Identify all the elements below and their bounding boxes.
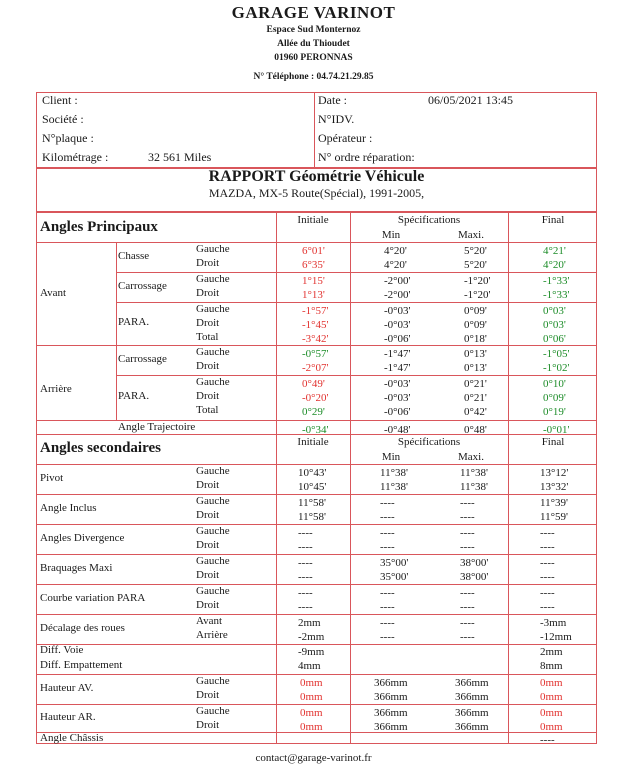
secondary-label: Décalage des roues (40, 622, 125, 634)
group-label: Carrossage (118, 280, 167, 292)
min-value: ---- (380, 527, 395, 539)
final-value: ---- (540, 541, 555, 553)
final-value: 11°59' (540, 511, 568, 523)
final-value: 0°03' (543, 319, 566, 331)
side-label: Droit (196, 360, 220, 372)
side-label: Gauche (196, 273, 230, 285)
min-value: 11°38' (380, 481, 408, 493)
side-label: Gauche (196, 346, 230, 358)
diff-voie-initial: -9mm (298, 646, 325, 658)
initial-value: -1°57' (302, 305, 329, 317)
side-label: Gauche (196, 303, 230, 315)
final-value: -1°33' (543, 275, 570, 287)
final-value: 0°10' (543, 378, 566, 390)
max-value: 38°00' (460, 557, 489, 569)
final-value: 0°06' (543, 333, 566, 345)
min-value: -0°03' (384, 305, 411, 317)
initial-value: 11°58' (298, 511, 326, 523)
side-label: Droit (196, 257, 220, 269)
date-label: Date : (318, 93, 347, 107)
max-value: 0°21' (464, 378, 487, 390)
side-label: Gauche (196, 555, 230, 567)
km-value: 32 561 Miles (148, 150, 212, 164)
diff-empattement-final: 8mm (540, 660, 563, 672)
initial-value: -2°07' (302, 362, 329, 374)
col-divider-initial (276, 212, 277, 744)
max-value: 5°20' (464, 259, 487, 271)
side-label: Total (196, 404, 219, 416)
side-label: Total (196, 331, 219, 343)
max-value: 5°20' (464, 245, 487, 257)
initial-value: ---- (298, 527, 313, 539)
initial-value: 10°43' (298, 467, 327, 479)
initial-value: -3°42' (302, 333, 329, 345)
min-value: ---- (380, 497, 395, 509)
initial-value: -1°45' (302, 319, 329, 331)
hauteur-ar-min-1: 366mm (374, 707, 408, 719)
hauteur-ar-initial-1: 0mm (300, 707, 323, 719)
side-label: Droit (196, 599, 220, 611)
final-value: -1°05' (543, 348, 570, 360)
final-value: 0°09' (543, 392, 566, 404)
initial-value: 6°01' (302, 245, 325, 257)
initial-value: -0°34' (302, 424, 329, 436)
hauteur-ar-label: Hauteur AR. (40, 711, 96, 723)
final-value: 4°20' (543, 259, 566, 271)
min-value: -1°47' (384, 362, 411, 374)
side-label: Gauche (196, 585, 230, 597)
hauteur-av-max-1: 366mm (455, 677, 489, 689)
final-value: -3mm (540, 617, 567, 629)
hauteur-ar-min-2: 366mm (374, 721, 408, 733)
plaque-label: N°plaque : (42, 131, 94, 145)
max-value: -1°20' (464, 289, 491, 301)
final-value: ---- (540, 587, 555, 599)
col-maxi: Maxi. (458, 229, 484, 241)
max-value: -1°20' (464, 275, 491, 287)
initial-value: -0°57' (302, 348, 329, 360)
final-value: 4°21' (543, 245, 566, 257)
hauteur-ar-final-2: 0mm (540, 721, 563, 733)
hauteur-av-final-1: 0mm (540, 677, 563, 689)
side-label: Gauche (196, 465, 230, 477)
col-initiale-secondary: Initiale (297, 436, 329, 448)
final-value: 13°12' (540, 467, 569, 479)
idv-label: N°IDV. (318, 112, 355, 126)
side-label: Droit (196, 539, 220, 551)
arriere-label: Arrière (40, 383, 72, 395)
initial-value: 0°49' (302, 378, 325, 390)
min-value: 4°20' (384, 245, 407, 257)
final-value: 0°03' (543, 305, 566, 317)
angle-chassis-label: Angle Châssis (40, 732, 104, 744)
hauteur-av-side-2: Droit (196, 689, 220, 701)
min-value: -2°00' (384, 275, 411, 287)
initial-value: ---- (298, 587, 313, 599)
final-value: -0°01' (543, 424, 570, 436)
col-maxi-secondary: Maxi. (458, 451, 484, 463)
side-label: Gauche (196, 525, 230, 537)
primary-angles-heading: Angles Principaux (40, 219, 158, 235)
hauteur-ar-final-1: 0mm (540, 707, 563, 719)
row-divider (36, 674, 597, 675)
col-specifications: Spécifications (397, 214, 461, 226)
max-value: 0°18' (464, 333, 487, 345)
min-value: -1°47' (384, 348, 411, 360)
secondary-label: Pivot (40, 472, 64, 484)
col-divider-specs (350, 212, 351, 744)
avant-label: Avant (40, 287, 67, 299)
secondary-label: Angles Divergence (40, 532, 125, 544)
max-value: ---- (460, 601, 475, 613)
hauteur-av-max-2: 366mm (455, 691, 489, 703)
angle-chassis-final: ---- (540, 734, 555, 746)
societe-label: Société : (42, 112, 84, 126)
side-label: Avant (196, 615, 223, 627)
initial-value: ---- (298, 541, 313, 553)
group-label: PARA. (118, 316, 150, 328)
max-value: 0°48' (464, 424, 487, 436)
max-value: ---- (460, 587, 475, 599)
side-label: Droit (196, 479, 220, 491)
group-label: Angle Trajectoire (118, 421, 196, 433)
side-label: Droit (196, 569, 220, 581)
final-value: 0°19' (543, 406, 566, 418)
final-value: ---- (540, 557, 555, 569)
max-value: ---- (460, 497, 475, 509)
secondary-label: Braquages Maxi (40, 562, 113, 574)
min-value: ---- (380, 601, 395, 613)
initial-value: 11°58' (298, 497, 326, 509)
final-value: ---- (540, 527, 555, 539)
side-label: Droit (196, 509, 220, 521)
max-value: 0°09' (464, 305, 487, 317)
initial-value: 10°45' (298, 481, 327, 493)
final-value: 11°39' (540, 497, 568, 509)
final-value: -12mm (540, 631, 572, 643)
hauteur-av-min-1: 366mm (374, 677, 408, 689)
row-divider (116, 302, 597, 303)
side-label: Droit (196, 317, 220, 329)
hauteur-av-min-2: 366mm (374, 691, 408, 703)
row-divider (36, 464, 597, 465)
max-value: 0°09' (464, 319, 487, 331)
address-line-3: 01960 PERONNAS (274, 53, 353, 63)
diff-empattement-label: Diff. Empattement (40, 659, 123, 671)
min-value: 35°00' (380, 571, 409, 583)
hauteur-ar-side-2: Droit (196, 719, 220, 731)
max-value: ---- (460, 511, 475, 523)
initial-value: ---- (298, 571, 313, 583)
max-value: 0°21' (464, 392, 487, 404)
hauteur-av-final-2: 0mm (540, 691, 563, 703)
col-min: Min (381, 229, 401, 241)
max-value: 11°38' (460, 467, 488, 479)
min-value: -2°00' (384, 289, 411, 301)
contact-email: contact@garage-varinot.fr (255, 752, 372, 764)
group-label: Chasse (118, 250, 150, 262)
min-value: -0°03' (384, 378, 411, 390)
col-specifications-secondary: Spécifications (397, 436, 461, 448)
max-value: ---- (460, 541, 475, 553)
final-value: ---- (540, 601, 555, 613)
km-label: Kilométrage : (42, 150, 109, 164)
final-value: -1°33' (543, 289, 570, 301)
max-value: 38°00' (460, 571, 489, 583)
row-divider (36, 524, 597, 525)
hauteur-av-initial-1: 0mm (300, 677, 323, 689)
row-divider (116, 272, 597, 273)
arriere-group-divider (116, 345, 117, 420)
row-divider (36, 584, 597, 585)
side-label: Droit (196, 390, 220, 402)
initial-value: 2mm (298, 617, 321, 629)
max-value: ---- (460, 617, 475, 629)
min-value: ---- (380, 617, 395, 629)
address-line-2: Allée du Thioudet (277, 39, 350, 49)
side-label: Gauche (196, 243, 230, 255)
initial-value: ---- (298, 601, 313, 613)
diff-voie-label: Diff. Voie (40, 644, 84, 656)
phone-number: N° Téléphone : 04.74.21.29.85 (253, 72, 374, 82)
side-label: Gauche (196, 495, 230, 507)
col-initiale: Initiale (297, 214, 329, 226)
hauteur-av-initial-2: 0mm (300, 691, 323, 703)
side-label: Gauche (196, 376, 230, 388)
min-value: 11°38' (380, 467, 408, 479)
row-divider (36, 554, 597, 555)
ordre-label: N° ordre réparation: (318, 150, 415, 164)
col-final: Final (541, 214, 565, 226)
date-value: 06/05/2021 13:45 (428, 93, 514, 107)
min-value: -0°06' (384, 333, 411, 345)
hauteur-ar-initial-2: 0mm (300, 721, 323, 733)
max-value: 0°42' (464, 406, 487, 418)
row-divider (36, 494, 597, 495)
min-value: -0°06' (384, 406, 411, 418)
max-value: ---- (460, 631, 475, 643)
group-label: PARA. (118, 390, 150, 402)
min-value: -0°03' (384, 319, 411, 331)
diff-empattement-initial: 4mm (298, 660, 321, 672)
min-value: -0°03' (384, 392, 411, 404)
side-label: Arrière (196, 629, 228, 641)
min-value: 35°00' (380, 557, 409, 569)
row-divider (116, 375, 597, 376)
company-name: GARAGE VARINOT (231, 3, 396, 22)
col-min-secondary: Min (381, 451, 401, 463)
col-divider-final (508, 212, 509, 744)
side-label: Droit (196, 287, 220, 299)
initial-value: 6°35' (302, 259, 325, 271)
secondary-label: Courbe variation PARA (40, 592, 146, 604)
address-line-1: Espace Sud Monternoz (266, 25, 361, 35)
min-value: 4°20' (384, 259, 407, 271)
report-title: RAPPORT Géométrie Véhicule (208, 168, 425, 185)
letterhead (0, 3, 627, 84)
initial-value: 0°29' (302, 406, 325, 418)
secondary-angles-heading: Angles secondaires (40, 440, 161, 456)
min-value: ---- (380, 631, 395, 643)
min-value: ---- (380, 587, 395, 599)
initial-value: -0°20' (302, 392, 329, 404)
final-value: 13°32' (540, 481, 569, 493)
max-value: 0°13' (464, 348, 487, 360)
max-value: 11°38' (460, 481, 488, 493)
hauteur-ar-max-2: 366mm (455, 721, 489, 733)
row-divider (36, 242, 597, 243)
secondary-label: Angle Inclus (40, 502, 97, 514)
info-divider (314, 92, 315, 168)
client-label: Client : (42, 93, 78, 107)
row-divider (36, 614, 597, 615)
max-value: ---- (460, 527, 475, 539)
initial-value: ---- (298, 557, 313, 569)
initial-value: 1°15' (302, 275, 325, 287)
hauteur-av-side-1: Gauche (196, 675, 230, 687)
min-value: ---- (380, 511, 395, 523)
avant-group-divider (116, 242, 117, 345)
min-value: ---- (380, 541, 395, 553)
hauteur-ar-max-1: 366mm (455, 707, 489, 719)
report-title-block (36, 168, 597, 200)
min-value: -0°48' (384, 424, 411, 436)
final-value: ---- (540, 571, 555, 583)
hauteur-ar-side-1: Gauche (196, 705, 230, 717)
vehicle-description: MAZDA, MX-5 Route(Spécial), 1991-2005, (208, 186, 425, 200)
max-value: 0°13' (464, 362, 487, 374)
group-label: Carrossage (118, 353, 167, 365)
final-value: -1°02' (543, 362, 570, 374)
row-divider (36, 644, 597, 645)
row-divider (36, 704, 597, 705)
operateur-label: Opérateur : (318, 131, 373, 145)
diff-voie-final: 2mm (540, 646, 563, 658)
hauteur-av-label: Hauteur AV. (40, 682, 94, 694)
initial-value: -2mm (298, 631, 325, 643)
col-final-secondary: Final (541, 436, 565, 448)
initial-value: 1°13' (302, 289, 325, 301)
